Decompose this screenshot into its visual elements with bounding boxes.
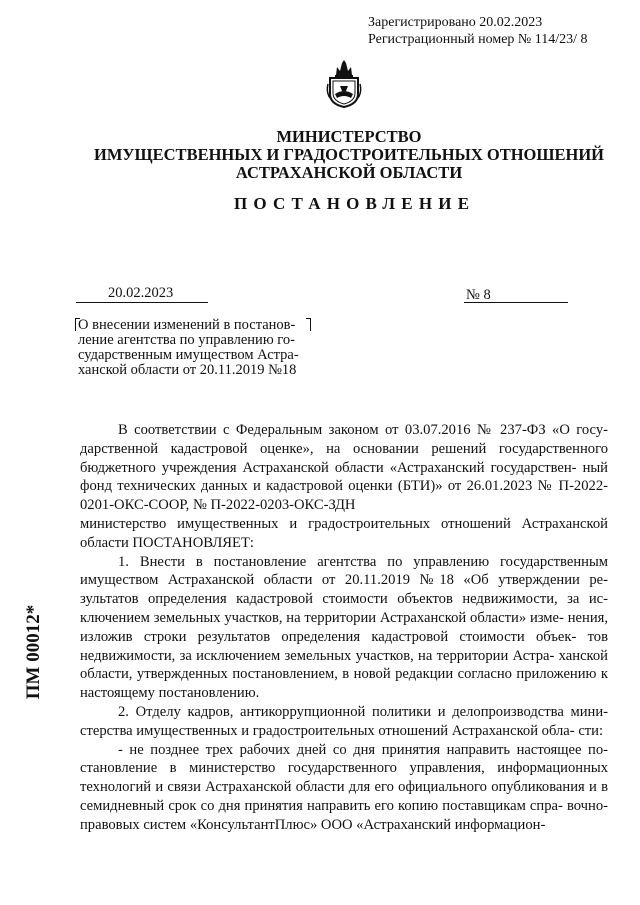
ministry-title-line2: ИМУЩЕСТВЕННЫХ И ГРАДОСТРОИТЕЛЬНЫХ ОТНОШЕНИЙ xyxy=(94,145,604,164)
registration-date: Зарегистрировано 20.02.2023 xyxy=(368,15,543,30)
side-mark-text: ПМ 00012* xyxy=(23,604,44,700)
body-line: и в семидневный срок со дня принятия направить его копию поставщикам спра- xyxy=(80,779,608,814)
paragraph-item-1 xyxy=(80,553,608,703)
ministry-title-line3: АСТРАХАНСКОЙ ОБЛАСТИ xyxy=(235,163,463,182)
body-line: приложению к настоящему постановлению. xyxy=(80,666,608,702)
document-date: 20.02.2023 xyxy=(108,285,174,301)
ministry-title-line1: МИНИСТЕРСТВО xyxy=(276,127,422,146)
subject-line: сударственным имуществом Астра- xyxy=(78,347,299,363)
document-number: № 8 xyxy=(466,287,491,303)
coat-of-arms-icon xyxy=(326,58,362,108)
body-line: 2. Отделу кадров, антикоррупционной политики и делопроизводства мини- xyxy=(118,703,608,720)
body-line: зультатов определения кадастровой стоимости объектов недвижимости, за ис- xyxy=(80,591,608,608)
body-line: 1. Внести в постановление агентства по управлению государственным xyxy=(118,553,608,570)
body-line: нения, изложив строки результатов определения кадастровой стоимости объек- xyxy=(80,609,608,645)
body-line: вочно-правовых систем «КонсультантПлюс» ООО «Астраханский информацион- xyxy=(80,797,608,833)
number-underline xyxy=(464,302,568,303)
document-subject xyxy=(78,318,314,378)
body-line: сти: xyxy=(578,722,604,739)
paragraph-item-2-dash xyxy=(80,741,608,835)
body-line: № П-2022-0201-ОКС-СООР, № П-2022-0203-ОКС-ЗДН xyxy=(80,478,608,514)
body-line: технологий и связи Астраханской области для его официального опубликования xyxy=(80,779,585,796)
body-line: стерства имущественных и градостроительных отношений Астраханской обла- xyxy=(80,722,575,739)
body-line: тов недвижимости, за исключением земельных участков, на территории Астра- xyxy=(80,628,608,664)
subject-line: О внесении изменений в постанов- xyxy=(78,317,296,333)
side-mark xyxy=(10,596,58,708)
subject-line: ление агентства по управлению го- xyxy=(78,332,295,348)
document-body xyxy=(80,421,608,835)
body-line: ный фонд технических данных и кадастровой оценки (БТИ)» от 26.01.2023 xyxy=(80,459,608,495)
body-line: В соответствии с Федеральным законом от 03.07.2016 № 237-ФЗ «О госу- xyxy=(118,422,608,438)
registration-number: Регистрационный номер № 114/23/ 8 xyxy=(368,32,588,47)
body-line: области ПОСТАНОВЛЯЕТ: xyxy=(80,534,254,551)
paragraph-preamble xyxy=(80,421,608,515)
body-line: ключением земельных участков, на территории Астраханской области» изме- xyxy=(80,609,564,626)
paragraph-item-2 xyxy=(80,703,608,741)
body-line: министерство имущественных и градостроительных отношений Астраханской xyxy=(80,515,608,532)
body-line: дарственной кадастровой оценке», на основании решений государственного xyxy=(80,440,608,457)
subject-line: ханской области от 20.11.2019 №18 xyxy=(78,362,297,378)
body-line: бюджетного учреждения Астраханской области «Астраханский государствен- xyxy=(80,459,577,476)
registration-stamp xyxy=(368,14,628,48)
body-line: становление в министерство государственного управления, информационных xyxy=(80,760,608,777)
ministry-header xyxy=(0,128,640,182)
body-line: имуществом Астраханской области от 20.11.2019 №18 «Об утверждении ре- xyxy=(80,572,608,589)
date-underline xyxy=(76,302,208,303)
body-line: ханской области, утвержденных постановлением, в новой редакции согласно xyxy=(80,647,608,683)
paragraph-resolves xyxy=(80,515,608,553)
body-line: - не позднее трех рабочих дней со дня принятия направить настоящее по- xyxy=(118,741,608,758)
document-type-title: ПОСТАНОВЛЕНИЕ xyxy=(234,194,476,213)
